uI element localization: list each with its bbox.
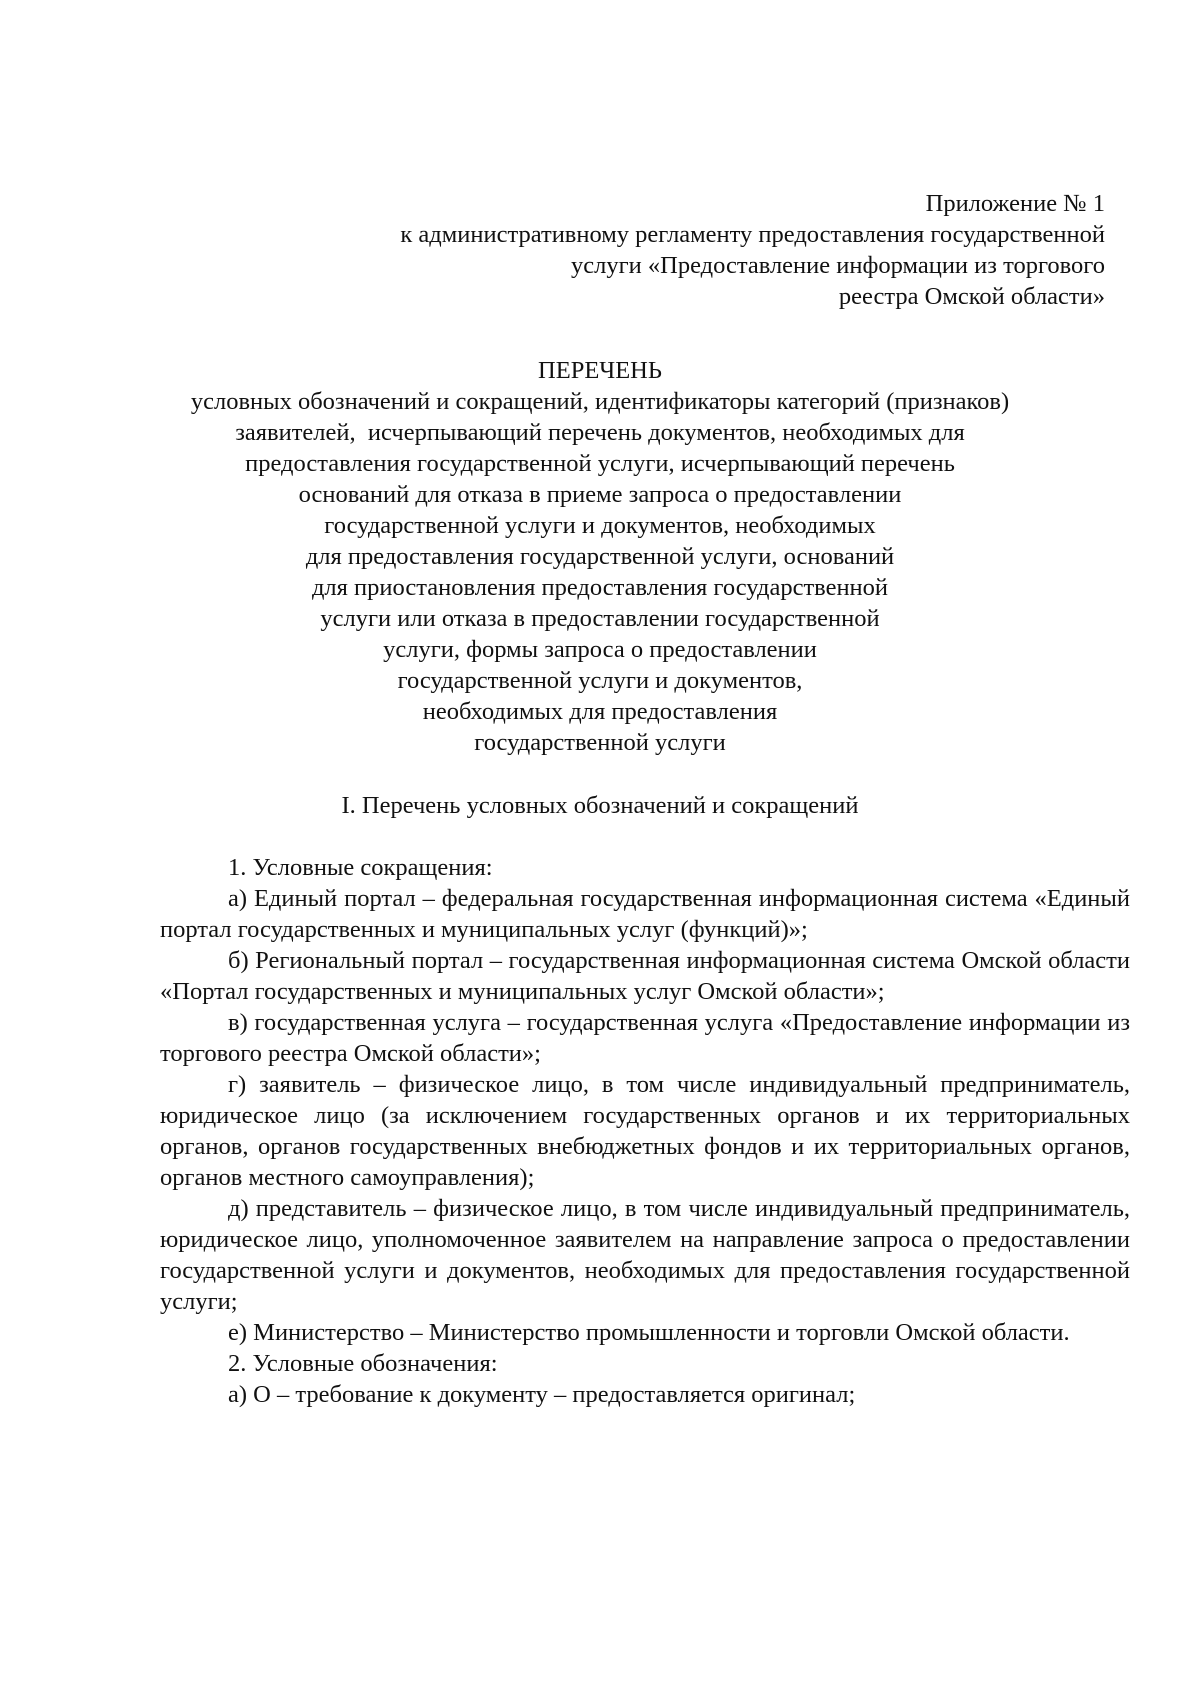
- document-title: [0, 355, 1200, 758]
- title-heading: ПЕРЕЧЕНЬ: [538, 357, 662, 384]
- paragraph-abbreviations-title: 1. Условные сокращения:: [228, 854, 493, 881]
- title-line: условных обозначений и сокращений, идентификаторы категорий (признаков): [190, 388, 1010, 415]
- appendix-header: [205, 188, 1105, 312]
- title-line: предоставления государственной услуги, исчерпывающий перечень: [245, 450, 955, 477]
- title-line: услуги или отказа в предоставлении государственной: [320, 605, 880, 632]
- title-line: государственной услуги и документов, необходимых: [324, 512, 876, 539]
- appendix-reference-line: услуги «Предоставление информации из торгового: [571, 252, 1105, 279]
- title-line: государственной услуги: [474, 729, 726, 756]
- title-line: для предоставления государственной услуги, оснований: [305, 543, 895, 570]
- paragraph-item: а) О – требование к документу – предоставляется оригинал;: [228, 1381, 856, 1408]
- paragraph-item: б) Региональный портал – государственная информационная система Омской области «Портал государственных и муниципальных услуг Омской области»;: [160, 947, 1130, 1005]
- title-line: заявителей, исчерпывающий перечень документов, необходимых для: [235, 419, 965, 446]
- paragraph-item: д) представитель – физическое лицо, в том числе индивидуальный предприниматель, юридическое лицо, уполномоченное заявителем на направление запроса о предоставлении государственной услуги и документов, необходимых для предоставления государственной услуги;: [160, 1195, 1130, 1315]
- title-line: необходимых для предоставления: [422, 698, 778, 725]
- title-line: оснований для отказа в приеме запроса о предоставлении: [298, 481, 902, 508]
- section-heading: I. Перечень условных обозначений и сокращений: [341, 792, 859, 819]
- title-line: услуги, формы запроса о предоставлении: [383, 636, 817, 663]
- appendix-number: Приложение № 1: [925, 190, 1105, 217]
- section-body: [160, 852, 1130, 1410]
- appendix-reference-line: реестра Омской области»: [838, 283, 1105, 310]
- paragraph-item: а) Единый портал – федеральная государственная информационная система «Единый портал государственных и муниципальных услуг (функций)»;: [160, 885, 1130, 943]
- paragraph-item: г) заявитель – физическое лицо, в том числе индивидуальный предприниматель, юридическое лицо (за исключением государственных органов и их территориальных органов, органов государственных внебюджетных фондов и их территориальных органов, органов местного самоуправления);: [160, 1071, 1130, 1191]
- appendix-reference-line: к административному регламенту предоставления государственной: [400, 221, 1105, 248]
- title-line: для приостановления предоставления государственной: [311, 574, 889, 601]
- paragraph-designations-title: 2. Условные обозначения:: [228, 1350, 498, 1377]
- paragraph-item: в) государственная услуга – государственная услуга «Предоставление информации из торгового реестра Омской области»;: [160, 1009, 1130, 1067]
- paragraph-item: е) Министерство – Министерство промышленности и торговли Омской области.: [228, 1319, 1070, 1346]
- title-line: государственной услуги и документов,: [397, 667, 803, 694]
